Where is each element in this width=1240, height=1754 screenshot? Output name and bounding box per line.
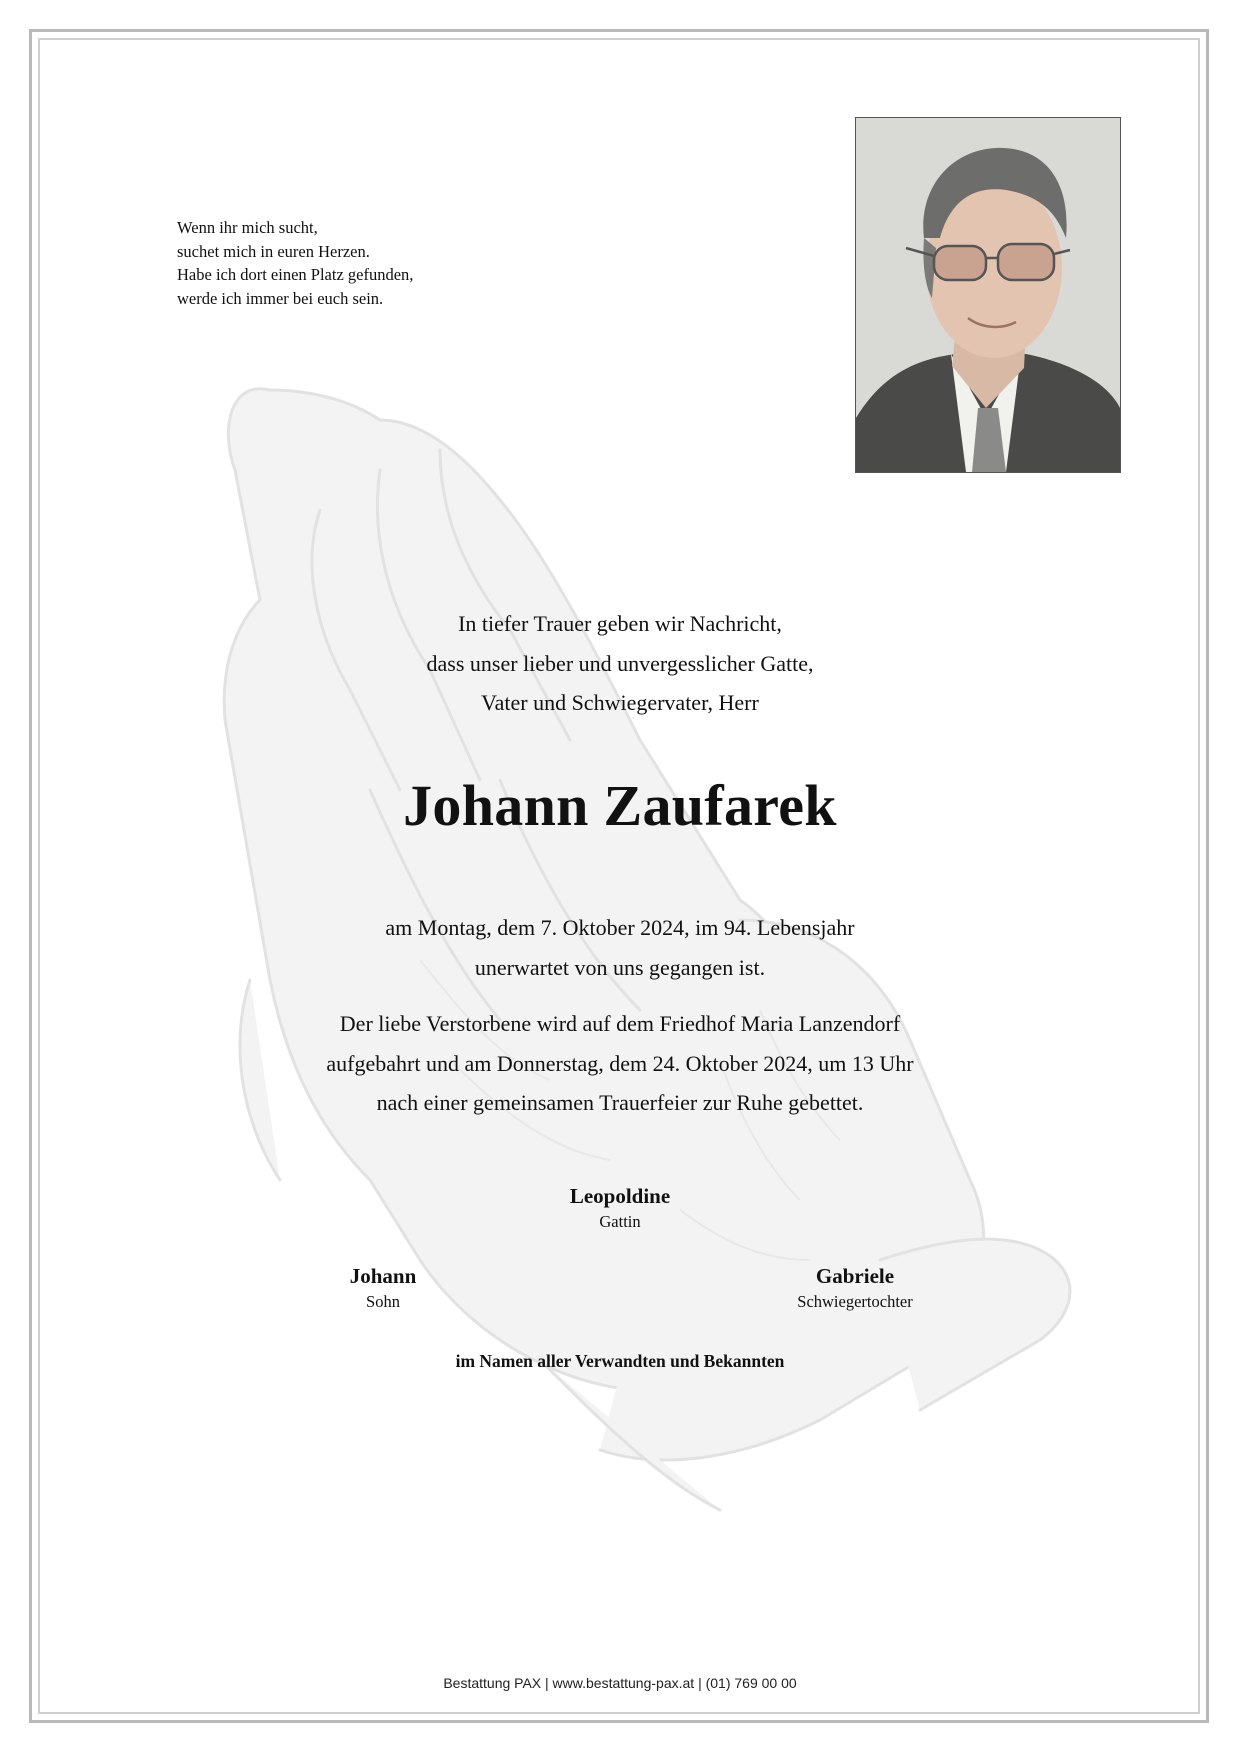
mourner-daughter-in-law: [705, 1262, 1005, 1314]
death-notice: [0, 908, 1240, 987]
funeral-line: Der liebe Verstorbene wird auf dem Friedhof Maria Lanzendorf: [339, 1011, 901, 1036]
intro-line: In tiefer Trauer geben wir Nachricht,: [458, 611, 782, 636]
announcement-intro: [0, 604, 1240, 723]
mourner-role: Sohn: [366, 1292, 400, 1311]
footer-contact: Bestattung PAX | www.bestattung-pax.at | (01) 769 00 00: [443, 1675, 797, 1691]
mourner-wife: [470, 1182, 770, 1234]
mourner-name: Leopoldine: [569, 1184, 671, 1208]
funeral-details: [0, 1004, 1240, 1123]
closing-line: im Namen aller Verwandten und Bekannten: [455, 1351, 785, 1371]
funeral-line: aufgebahrt und am Donnerstag, dem 24. Oktober 2024, um 13 Uhr: [326, 1050, 914, 1076]
memorial-poem: [177, 216, 413, 310]
poem-line: Habe ich dort einen Platz gefunden,: [177, 265, 414, 284]
poem-line: suchet mich in euren Herzen.: [177, 241, 370, 261]
poem-line: werde ich immer bei euch sein.: [177, 288, 384, 308]
poem-line: Wenn ihr mich sucht,: [177, 218, 318, 237]
intro-line: dass unser lieber und unvergesslicher Gatte,: [426, 650, 814, 676]
funeral-line: nach einer gemeinsamen Trauerfeier zur Ruhe gebettet.: [376, 1090, 864, 1115]
death-line: unerwartet von uns gegangen ist.: [474, 954, 766, 980]
portrait-photo: [855, 117, 1121, 473]
mourner-name: Gabriele: [815, 1264, 895, 1288]
deceased-name: Johann Zaufarek: [403, 773, 837, 838]
mourner-son: [233, 1262, 533, 1314]
intro-line: Vater und Schwiegervater, Herr: [481, 690, 759, 715]
mourner-role: Schwiegertochter: [797, 1292, 913, 1311]
mourner-name: Johann: [349, 1264, 417, 1288]
mourner-role: Gattin: [599, 1212, 641, 1231]
death-line: am Montag, dem 7. Oktober 2024, im 94. Lebensjahr: [385, 915, 855, 940]
